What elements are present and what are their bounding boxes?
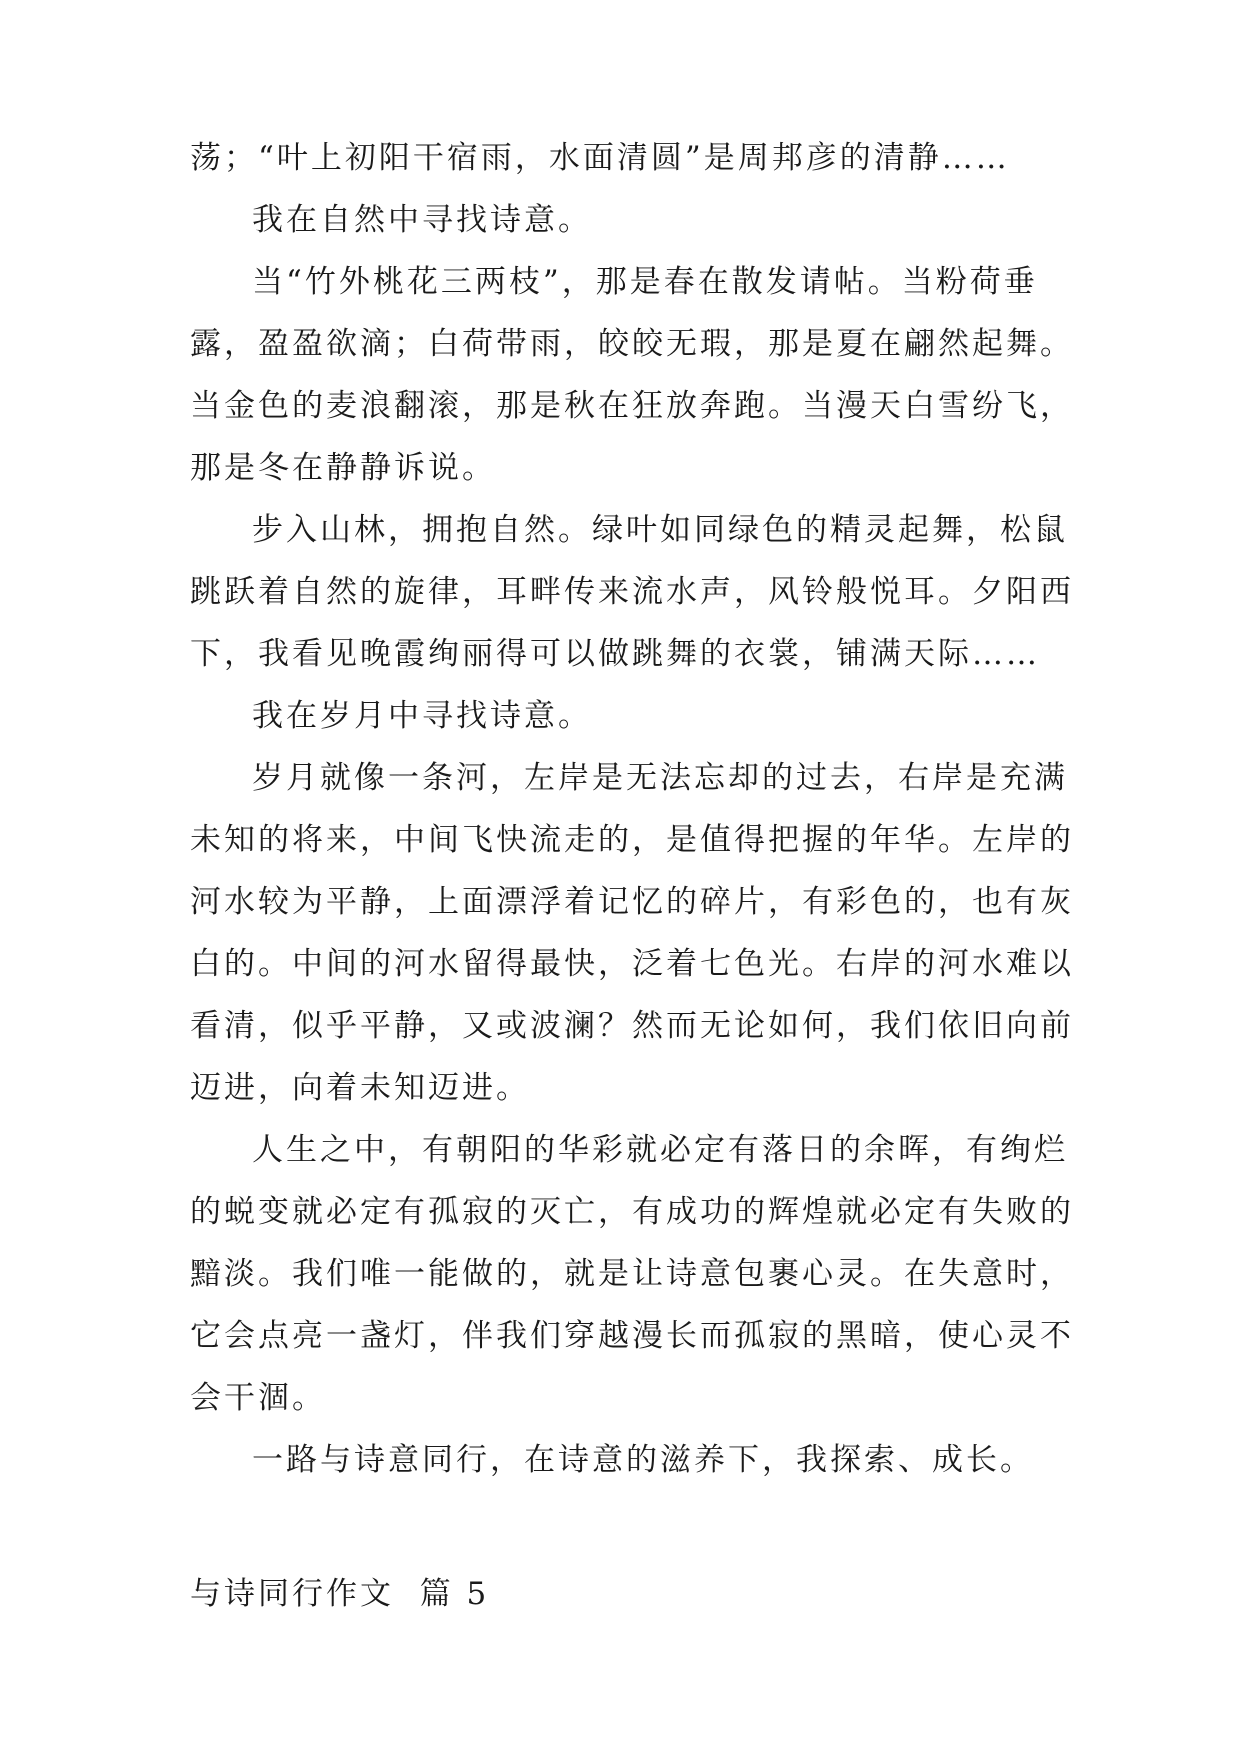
text-line: 它会点亮一盏灯，伴我们穿越漫长而孤寂的黑暗，使心灵不: [190, 1318, 1074, 1354]
section-heading: 与诗同行作文 篇 5: [190, 1576, 490, 1612]
text-line: 荡；“叶上初阳干宿雨，水面清圆”是周邦彦的清静……: [190, 140, 1010, 176]
paragraph-line: 一路与诗意同行，在诗意的滋养下，我探索、成长。: [252, 1442, 1034, 1478]
paragraph-line: 当“竹外桃花三两枝”，那是春在散发请帖。当粉荷垂: [252, 264, 1038, 300]
paragraph-line: 人生之中，有朝阳的华彩就必定有落日的余晖，有绚烂: [252, 1132, 1068, 1168]
text-line: 会干涸。: [190, 1380, 326, 1416]
text-line: 当金色的麦浪翻滚，那是秋在狂放奔跑。当漫天白雪纷飞，: [190, 388, 1074, 424]
text-line: 下，我看见晚霞绚丽得可以做跳舞的衣裳，铺满天际……: [190, 636, 1040, 672]
text-line: 黯淡。我们唯一能做的，就是让诗意包裹心灵。在失意时，: [190, 1256, 1074, 1292]
text-line: 那是冬在静静诉说。: [190, 450, 496, 486]
text-line: 看清，似乎平静，又或波澜？然而无论如何，我们依旧向前: [190, 1008, 1074, 1044]
text-line: 的蜕变就必定有孤寂的灭亡，有成功的辉煌就必定有失败的: [190, 1194, 1074, 1230]
text-line: 白的。中间的河水留得最快，泛着七色光。右岸的河水难以: [190, 946, 1074, 982]
text-line: 跳跃着自然的旋律，耳畔传来流水声，风铃般悦耳。夕阳西: [190, 574, 1074, 610]
paragraph-line: 步入山林，拥抱自然。绿叶如同绿色的精灵起舞，松鼠: [252, 512, 1068, 548]
text-line: 河水较为平静，上面漂浮着记忆的碎片，有彩色的，也有灰: [190, 884, 1074, 920]
paragraph-line: 我在岁月中寻找诗意。: [252, 698, 592, 734]
text-line: 未知的将来，中间飞快流走的，是值得把握的年华。左岸的: [190, 822, 1074, 858]
text-line: 迈进，向着未知迈进。: [190, 1070, 530, 1106]
text-line: 露，盈盈欲滴；白荷带雨，皎皎无瑕，那是夏在翩然起舞。: [190, 326, 1074, 362]
paragraph-line: 岁月就像一条河，左岸是无法忘却的过去，右岸是充满: [252, 760, 1068, 796]
paragraph-line: 我在自然中寻找诗意。: [252, 202, 592, 238]
